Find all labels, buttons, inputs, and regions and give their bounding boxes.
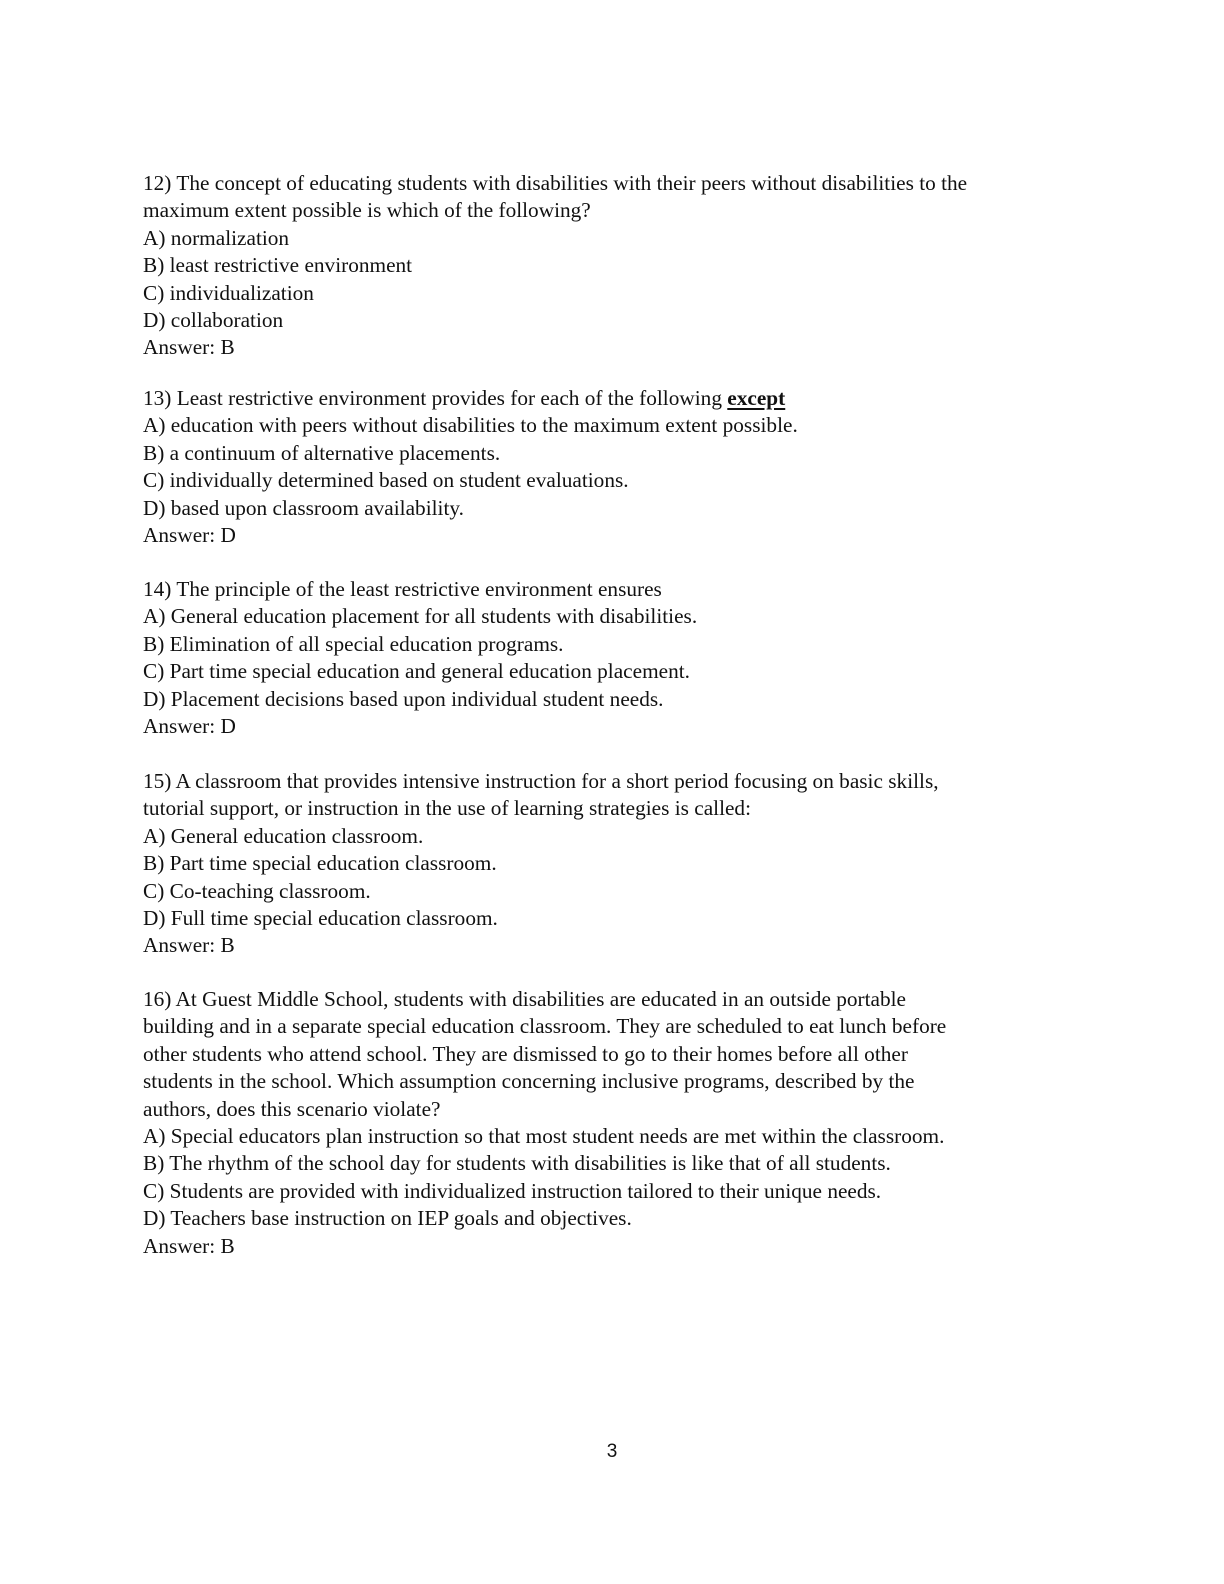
question-16 <box>143 986 1083 1260</box>
answer-option: C) Part time special education and general education placement. <box>143 659 690 684</box>
page-number: 3 <box>606 1441 618 1462</box>
answer-key: Answer: B <box>143 1233 235 1258</box>
question-14 <box>143 576 1083 740</box>
question-stem-line: 15) A classroom that provides intensive instruction for a short period focusing on basic skills, <box>143 769 939 793</box>
answer-option: B) least restrictive environment <box>143 253 413 278</box>
answer-option: D) Teachers base instruction on IEP goals and objectives. <box>143 1206 632 1231</box>
answer-option: A) normalization <box>143 225 290 250</box>
question-stem-line: building and in a separate special education classroom. They are scheduled to eat lunch before <box>143 1014 947 1039</box>
question-13 <box>143 385 1083 549</box>
question-stem-line: maximum extent possible is which of the following? <box>143 198 591 223</box>
question-stem-line: 14) The principle of the least restrictive environment ensures <box>143 577 662 601</box>
answer-option: A) General education placement for all students with disabilities. <box>143 604 698 629</box>
question-stem-line: students in the school. Which assumption concerning inclusive programs, described by the <box>143 1069 915 1094</box>
answer-option: C) individualization <box>143 280 314 305</box>
answer-option: A) Special educators plan instruction so that most student needs are met within the classroom. <box>143 1124 945 1149</box>
answer-key: Answer: D <box>143 523 236 548</box>
answer-option: D) based upon classroom availability. <box>143 495 464 520</box>
question-12 <box>143 170 1083 362</box>
answer-option: C) individually determined based on student evaluations. <box>143 468 629 493</box>
answer-option: B) Elimination of all special education programs. <box>143 631 564 656</box>
question-15 <box>143 768 1083 960</box>
answer-option: A) General education classroom. <box>143 823 424 848</box>
answer-option: D) Full time special education classroom. <box>143 906 498 931</box>
answer-option: B) The rhythm of the school day for students with disabilities is like that of all students. <box>143 1151 891 1176</box>
answer-key: Answer: D <box>143 714 236 739</box>
question-stem-line: 12) The concept of educating students with disabilities with their peers without disabilities to the <box>143 171 968 195</box>
answer-option: A) education with peers without disabilities to the maximum extent possible. <box>143 413 798 438</box>
answer-option: B) a continuum of alternative placements. <box>143 440 501 465</box>
question-stem-line: other students who attend school. They are dismissed to go to their homes before all other <box>143 1041 908 1066</box>
emphasized-word: except <box>727 386 786 410</box>
answer-option: C) Co-teaching classroom. <box>143 878 371 903</box>
answer-option: B) Part time special education classroom. <box>143 851 497 876</box>
question-stem-line <box>143 385 1083 412</box>
answer-option: D) collaboration <box>143 308 284 333</box>
answer-key: Answer: B <box>143 933 235 958</box>
answer-key: Answer: B <box>143 335 235 360</box>
answer-option: C) Students are provided with individualized instruction tailored to their unique needs. <box>143 1178 882 1203</box>
question-stem-line: 16) At Guest Middle School, students with disabilities are educated in an outside portable <box>143 987 906 1011</box>
question-stem-line: tutorial support, or instruction in the use of learning strategies is called: <box>143 796 752 821</box>
question-stem-text: 13) Least restrictive environment provides for each of the following <box>143 386 728 410</box>
answer-option: D) Placement decisions based upon individual student needs. <box>143 686 664 711</box>
question-stem-line: authors, does this scenario violate? <box>143 1096 441 1121</box>
